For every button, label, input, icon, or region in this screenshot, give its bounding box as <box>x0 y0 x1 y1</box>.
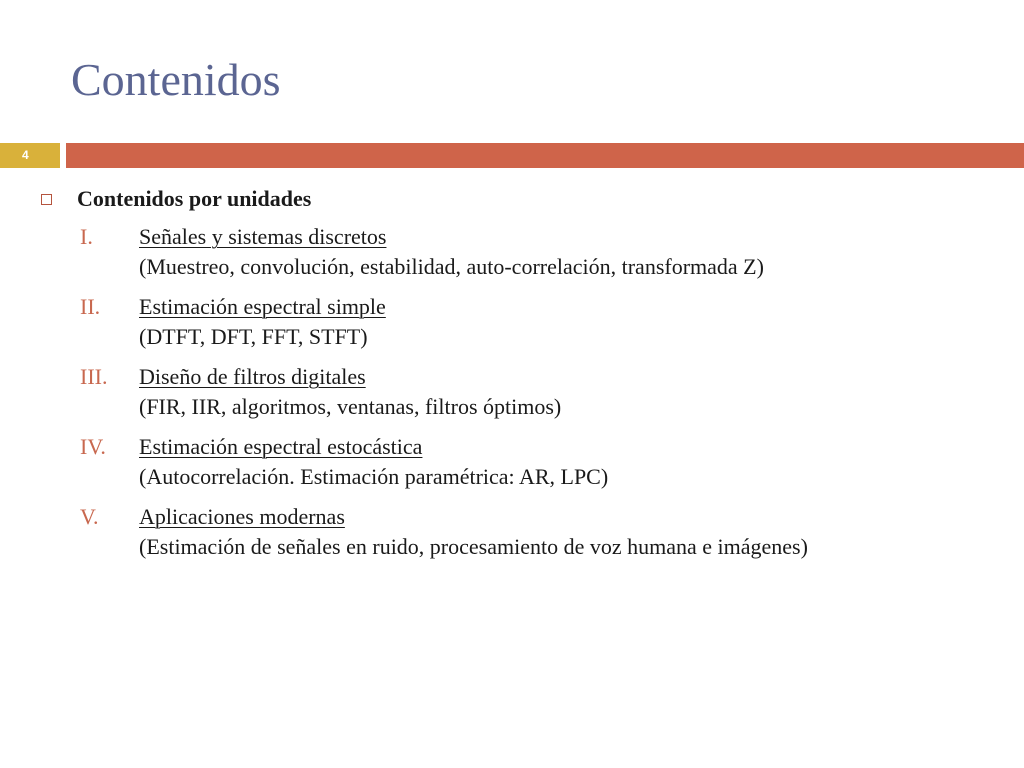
slide-content <box>0 184 1024 572</box>
page-number: 4 <box>22 148 29 162</box>
unit-numeral: II. <box>80 294 101 319</box>
unit-numeral: IV. <box>80 434 106 459</box>
unit-description: (Muestreo, convolución, estabilidad, auto-correlación, transformada Z) <box>139 254 764 279</box>
header-bar <box>66 143 1024 168</box>
unit-description: (Autocorrelación. Estimación paramétrica: AR, LPC) <box>139 464 609 489</box>
unit-description: (DTFT, DFT, FFT, STFT) <box>139 324 368 349</box>
slide-title: Contenidos <box>71 54 281 105</box>
unit-item <box>0 292 1024 362</box>
unit-title[interactable]: Estimación espectral estocástica <box>139 434 423 459</box>
unit-title[interactable]: Aplicaciones modernas <box>139 504 345 529</box>
section-heading: Contenidos por unidades <box>77 186 312 211</box>
unit-item <box>0 432 1024 502</box>
unit-title[interactable]: Estimación espectral simple <box>139 294 386 319</box>
unit-description: (FIR, IIR, algoritmos, ventanas, filtros óptimos) <box>139 394 562 419</box>
page-number-badge <box>0 143 60 168</box>
unit-item <box>0 502 1024 572</box>
unit-item <box>0 362 1024 432</box>
unit-numeral: III. <box>80 364 108 389</box>
unit-title[interactable]: Diseño de filtros digitales <box>139 364 366 389</box>
square-bullet-icon <box>41 194 52 205</box>
unit-title[interactable]: Señales y sistemas discretos <box>139 224 387 249</box>
unit-numeral: I. <box>80 224 93 249</box>
unit-item <box>0 222 1024 292</box>
unit-list <box>0 222 1024 572</box>
section-bullet <box>0 184 1024 216</box>
unit-numeral: V. <box>80 504 99 529</box>
unit-description: (Estimación de señales en ruido, procesamiento de voz humana e imágenes) <box>139 534 808 559</box>
